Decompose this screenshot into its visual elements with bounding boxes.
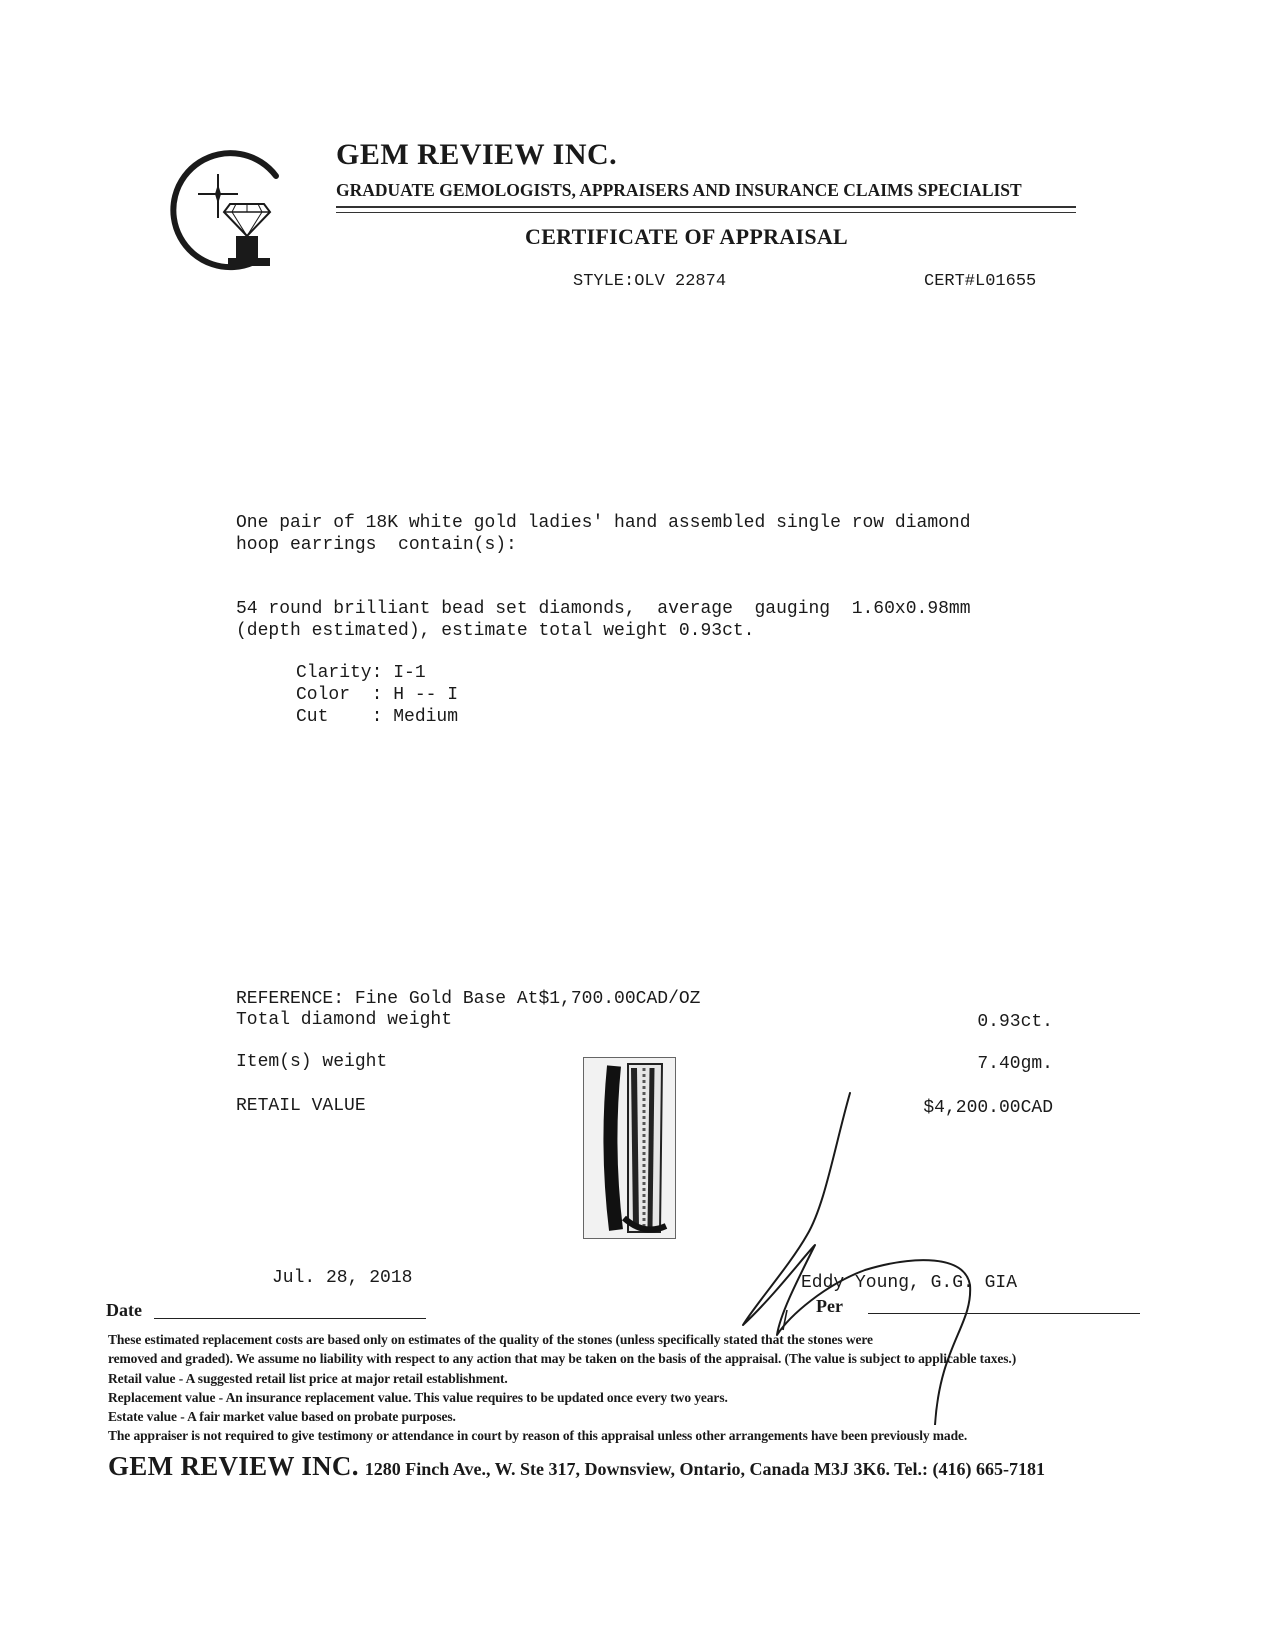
per-label: Per: [816, 1296, 843, 1316]
gold-base-reference: REFERENCE: Fine Gold Base At$1,700.00CAD/OZ: [236, 989, 701, 1009]
appraiser-name: Eddy Young, G.G. GIA: [801, 1273, 1018, 1293]
grade-cut: Cut : Medium: [296, 707, 459, 727]
total-diamond-weight-value: 0.93ct.: [977, 1012, 1053, 1032]
footer: [108, 1451, 1045, 1482]
date-label: Date: [106, 1300, 142, 1320]
item-weight-label: Item(s) weight: [236, 1052, 388, 1072]
certificate-title: CERTIFICATE OF APPRAISAL: [525, 224, 849, 249]
disclaimer-line: Replacement value - An insurance replacement value. This value requires to be updated once every two years.: [108, 1390, 728, 1405]
disclaimer-line: The appraiser is not required to give testimony or attendance in court by reason of this appraisal unless other arrangements have been previously made.: [108, 1428, 968, 1443]
company-name: GEM REVIEW INC.: [336, 138, 618, 171]
header-divider: [336, 206, 1076, 208]
certificate-number: CERT#L01655: [924, 272, 1037, 291]
grade-clarity: Clarity: I-1: [296, 663, 426, 683]
item-photo: [583, 1057, 676, 1239]
item-weight-value: 7.40gm.: [977, 1054, 1053, 1074]
footer-address: 1280 Finch Ave., W. Ste 317, Downsview, Ontario, Canada M3J 3K6. Tel.: (416) 665-7181: [364, 1459, 1045, 1479]
signature-graphic: [735, 1085, 1018, 1425]
stone-description: 54 round brilliant bead set diamonds, average gauging 1.60x0.98mm (depth estimated), estimate total weight 0.93ct.: [236, 599, 971, 641]
disclaimer-line: These estimated replacement costs are based only on estimates of the quality of the stones (unless specifically stated that the stones were: [108, 1332, 873, 1347]
style-number: STYLE:OLV 22874: [573, 272, 727, 291]
date-underline: [154, 1318, 426, 1319]
company-tagline: GRADUATE GEMOLOGISTS, APPRAISERS AND INSURANCE CLAIMS SPECIALIST: [336, 180, 1022, 200]
logo-graphic: [166, 146, 286, 276]
footer-company-name: GEM REVIEW INC.: [108, 1451, 359, 1481]
appraisal-date: Jul. 28, 2018: [272, 1268, 413, 1288]
total-diamond-weight-label: Total diamond weight: [236, 1010, 453, 1030]
item-description: One pair of 18K white gold ladies' hand assembled single row diamond hoop earrings contain(s):: [236, 513, 971, 555]
disclaimer-line: removed and graded). We assume no liability with respect to any action that may be taken on the basis of the appraisal. (The value is subject to applicable taxes.): [108, 1351, 1017, 1366]
appraiser-signature: [735, 1085, 1018, 1425]
disclaimer-line: Estate value - A fair market value based on probate purposes.: [108, 1409, 456, 1424]
earring-image: [584, 1058, 675, 1238]
retail-value-label: RETAIL VALUE: [236, 1096, 366, 1116]
grade-color: Color : H -- I: [296, 685, 459, 705]
retail-value-amount: $4,200.00CAD: [923, 1098, 1053, 1118]
disclaimer-line: Retail value - A suggested retail list price at major retail establishment.: [108, 1371, 508, 1386]
per-underline: [868, 1313, 1140, 1314]
company-logo: [166, 146, 286, 276]
header-divider-thin: [336, 212, 1076, 213]
